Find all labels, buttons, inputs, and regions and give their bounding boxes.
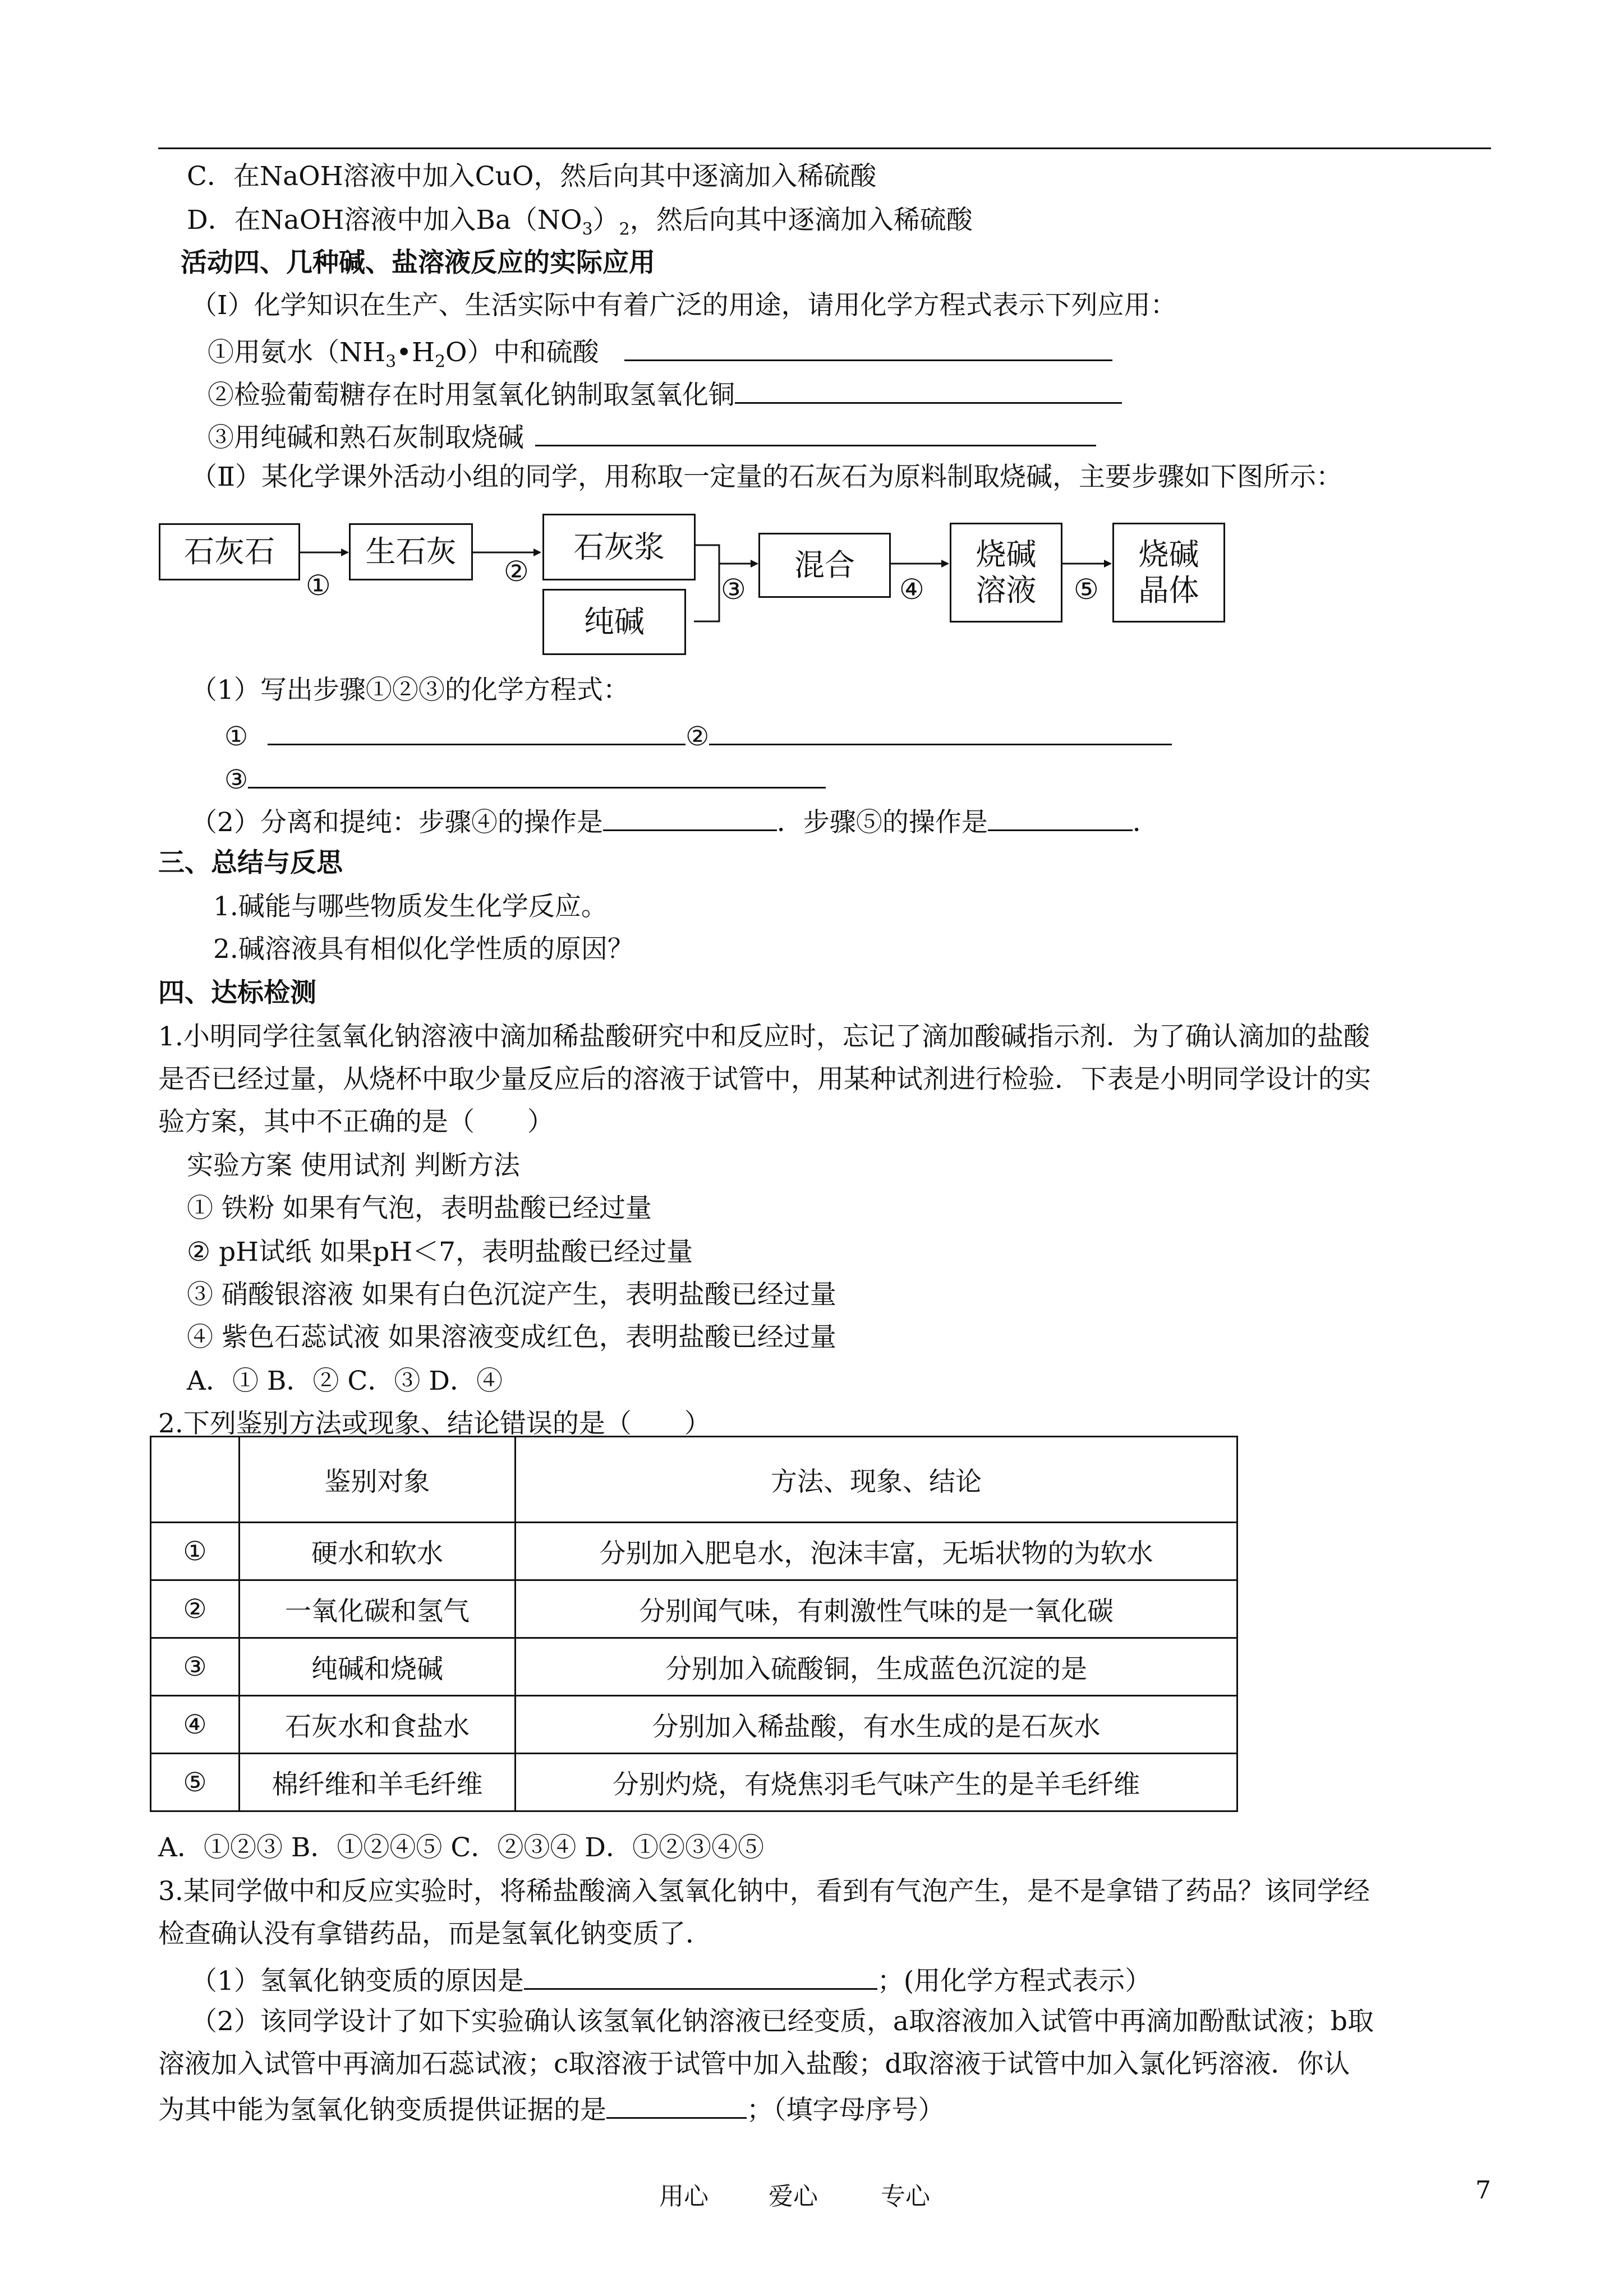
q2-stem: 2.下列鉴别方法或现象、结论错误的是（ ） — [158, 1408, 711, 1439]
q3-line2: 检查确认没有拿错药品，而是氢氧化钠变质了． — [158, 1919, 712, 1949]
box-limestone: 石灰石 — [159, 523, 300, 580]
footer-motto-3: 专心 — [881, 2182, 930, 2211]
equation-blank-3[interactable] — [248, 760, 826, 789]
equation-line-3: ③ — [224, 760, 826, 797]
footer-motto-2: 爱心 — [769, 2182, 818, 2211]
box-mixing: 混合 — [758, 533, 891, 598]
q1-line1: 1.小明同学往氢氧化钠溶液中滴加稀盐酸研究中和反应时，忘记了滴加酸碱指示剂．为了确认滴加的盐酸 — [158, 1021, 1370, 1052]
activity4-part2: （Ⅱ）某化学课外活动小组的同学，用称取一定量的石灰石为原料制取烧碱，主要步骤如下图所示： — [191, 462, 1342, 492]
activity4-part1: （Ⅰ）化学知识在生产、生活实际中有着广泛的用途，请用化学方程式表示下列应用： — [191, 290, 1177, 321]
identification-table — [150, 1436, 1238, 1812]
activity4-item3: ③用纯碱和熟石灰制取烧碱 — [208, 418, 1096, 455]
box-caustic-solution: 烧碱 溶液 — [950, 523, 1062, 623]
table-row: ④ 石灰水和食盐水 分别加入稀盐酸，有水生成的是石灰水 — [151, 1696, 1237, 1754]
q1-plan-row: ③ 硝酸银溶液 如果有白色沉淀产生，表明盐酸已经过量 — [187, 1279, 836, 1310]
q3-sub2-line1: （2）该同学设计了如下实验确认该氢氧化钠溶液已经变质，a取溶液加入试管中再滴加酚酞试液；b取 — [191, 2006, 1374, 2037]
q2-choices: A．①②③ B．①②④⑤ C．②③④ D．①②③④⑤ — [158, 1832, 764, 1863]
section3-line1: 1.碱能与哪些物质发生化学反应。 — [213, 891, 608, 922]
q1-plan-row: ② pH试纸 如果pH＜7，表明盐酸已经过量 — [187, 1237, 693, 1267]
operation-blank-5[interactable] — [988, 803, 1133, 831]
merge-bracket — [694, 545, 719, 621]
table-row: ⑤ 棉纤维和羊毛纤维 分别灼烧，有烧焦羽毛气味产生的是羊毛纤维 — [151, 1754, 1237, 1811]
q3-line1: 3.某同学做中和反应实验时，将稀盐酸滴入氢氧化钠中，看到有气泡产生，是不是拿错了药品？该同学经 — [158, 1876, 1370, 1907]
steps-question-2: （2）分离和提纯：步骤④的操作是 ．步骤⑤的操作是 ． — [191, 803, 1159, 840]
step-label-5: ⑤ — [1074, 573, 1099, 606]
footer-motto-1: 用心 — [659, 2182, 709, 2211]
q1-plan-row: ① 铁粉 如果有气泡，表明盐酸已经过量 — [187, 1193, 652, 1224]
q1-line2: 是否已经过量，从烧杯中取少量反应后的溶液于试管中，用某种试剂进行检验．下表是小明同学设计的实 — [158, 1064, 1371, 1095]
option-d: D．在NaOH溶液中加入$Ba(NO_3)_2$，然后向其中逐滴加入稀硫酸 — [187, 205, 973, 239]
section4-title: 四、达标检测 — [158, 978, 316, 1008]
step-label-2: ② — [504, 555, 529, 588]
steps-question-1: （1）写出步骤①②③的化学方程式： — [191, 675, 629, 706]
q3-sub1: （1）氢氧化钠变质的原因是 ；(用化学方程式表示） — [191, 1961, 1151, 1998]
q3-sub2-line2: 溶液加入试管中再滴加石蕊试液；c取溶液于试管中加入盐酸；d取溶液于试管中加入氯化钙溶液．你认 — [158, 2049, 1350, 2080]
activity4-item1: ①用氨水$(NH_3•H_2O)$中和硫酸 — [208, 333, 1112, 379]
step-label-3: ③ — [721, 573, 746, 606]
equation-blank-2[interactable] — [709, 717, 1172, 745]
q1-plan-row: ④ 紫色石蕊试液 如果溶液变成红色，表明盐酸已经过量 — [187, 1322, 836, 1353]
step-label-4: ④ — [899, 573, 924, 606]
answer-blank[interactable] — [606, 2090, 747, 2119]
operation-blank-4[interactable] — [603, 803, 777, 831]
table-row: ② 一氧化碳和氢气 分别闻气味，有刺激性气味的是一氧化碳 — [151, 1580, 1237, 1638]
equation-blank-1[interactable] — [268, 717, 686, 745]
section3-line2: 2.碱溶液具有相似化学性质的原因？ — [213, 934, 634, 965]
box-caustic-crystals: 烧碱 晶体 — [1112, 523, 1225, 623]
table-row: ③ 纯碱和烧碱 分别加入硫酸铜，生成蓝色沉淀的是 — [151, 1638, 1237, 1696]
activity4-title: 活动四、几种碱、盐溶液反应的实际应用 — [181, 247, 655, 278]
q1-choices: A．① B．② C．③ D．④ — [187, 1366, 503, 1396]
page-number: 7 — [1475, 2176, 1491, 2205]
activity4-item2: ②检验葡萄糖存在时用氢氧化钠制取氢氧化铜 — [208, 375, 1122, 412]
answer-blank[interactable] — [524, 1961, 877, 1990]
box-quicklime: 生石灰 — [349, 523, 473, 580]
box-lime-slurry: 石灰浆 — [542, 514, 696, 580]
q1-plan-header: 实验方案 使用试剂 判断方法 — [187, 1150, 520, 1181]
q1-line3: 验方案，其中不正确的是（ ） — [158, 1106, 554, 1137]
equation-lines-1-2: ① ② — [224, 717, 1172, 754]
step-label-1: ① — [306, 569, 331, 602]
q3-sub2-line3: 为其中能为氢氧化钠变质提供证据的是 ；（填字母序号） — [158, 2090, 945, 2127]
section3-title: 三、总结与反思 — [158, 847, 343, 878]
box-soda-ash: 纯碱 — [542, 589, 686, 655]
table-header-row: 鉴别对象 方法、现象、结论 — [151, 1437, 1237, 1523]
option-c: C．在NaOH溶液中加入CuO，然后向其中逐滴加入稀硫酸 — [187, 161, 877, 192]
table-row: ① 硬水和软水 分别加入肥皂水，泡沫丰富，无垢状物的为软水 — [151, 1523, 1237, 1580]
